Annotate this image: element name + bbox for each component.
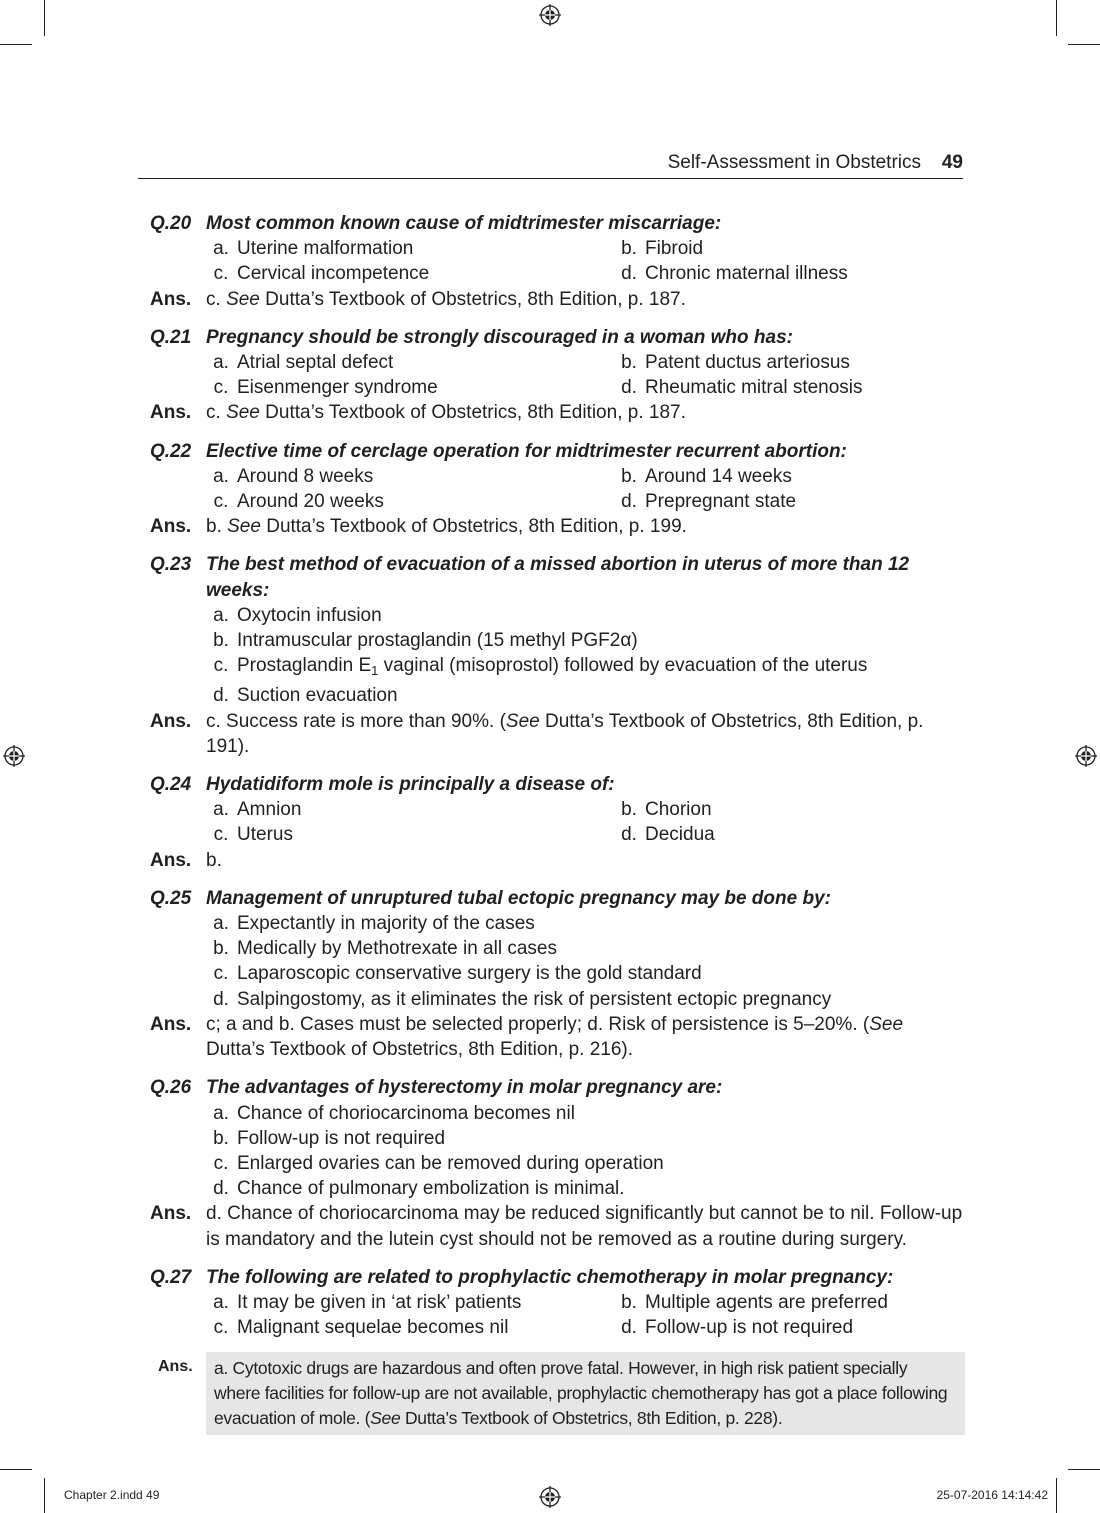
option-item xyxy=(614,822,965,847)
answer-text xyxy=(206,287,965,312)
question-block xyxy=(150,552,965,759)
answer-row xyxy=(150,1201,965,1251)
option-letter: c. xyxy=(213,824,229,846)
question-number: Q.22 xyxy=(150,440,192,462)
crop-mark xyxy=(1056,1478,1057,1513)
answer-text-part: c; a and b. Cases must be selected properly; d. Risk of persistence is 5–20%. ( xyxy=(206,1013,870,1035)
option-letter: c. xyxy=(213,1152,229,1174)
option-letter: a. xyxy=(213,238,229,260)
option-text: Amnion xyxy=(237,799,302,821)
question-row xyxy=(150,886,965,911)
option-letter: d. xyxy=(213,988,229,1010)
option-letter: a. xyxy=(213,913,229,935)
options-list xyxy=(206,911,965,1012)
answer-row xyxy=(150,1352,965,1435)
option-letter: b. xyxy=(213,938,229,960)
answer-label: Ans. xyxy=(150,849,192,871)
running-header xyxy=(138,152,963,179)
option-letter: b. xyxy=(213,630,229,652)
answer-text-part: c. xyxy=(206,402,227,424)
option-letter: d. xyxy=(621,824,637,846)
question-text: Management of unruptured tubal ectopic pregnancy may be done by: xyxy=(206,887,831,909)
answer-text xyxy=(206,514,965,539)
answer-text-part: Dutta’s Textbook of Obstetrics, 8th Edition, p. 199. xyxy=(260,516,687,538)
question-number: Q.27 xyxy=(150,1266,192,1288)
answer-row xyxy=(150,287,965,312)
option-letter: a. xyxy=(213,1102,229,1124)
option-letter: a. xyxy=(213,465,229,487)
question-row xyxy=(150,439,965,464)
question-number: Q.20 xyxy=(150,213,192,234)
see-reference: See xyxy=(227,516,261,538)
option-item xyxy=(206,1315,614,1340)
question-text: The best method of evacuation of a missed abortion in uterus of more than 12 weeks: xyxy=(206,554,910,601)
option-item xyxy=(206,911,965,936)
option-text: Around 8 weeks xyxy=(237,465,374,487)
option-item xyxy=(206,797,614,822)
option-letter: d. xyxy=(621,377,637,399)
option-letter: d. xyxy=(621,491,637,513)
answer-label: Ans. xyxy=(150,710,192,732)
option-item xyxy=(206,375,614,400)
option-text: It may be given in ‘at risk’ patients xyxy=(237,1291,522,1313)
option-item xyxy=(614,375,965,400)
option-text: Fibroid xyxy=(645,238,704,260)
question-row xyxy=(150,1075,965,1100)
answer-text-part: d. Chance of choriocarcinoma may be reduced significantly but cannot be to nil. Follow-up is mandatory and the lutein cyst should not be removed as a routine during surgery. xyxy=(206,1203,963,1250)
option-letter: a. xyxy=(213,799,229,821)
question-row xyxy=(150,325,965,350)
answer-text-part: Dutta’s Textbook of Obstetrics, 8th Edition, p. 187. xyxy=(259,288,686,310)
option-item xyxy=(206,628,965,653)
see-reference: See xyxy=(370,1408,401,1429)
answer-text-part: b. xyxy=(206,516,228,538)
option-text: Salpingostomy, as it eliminates the risk of persistent ectopic pregnancy xyxy=(237,988,832,1010)
question-block xyxy=(150,325,965,426)
question-number: Q.24 xyxy=(150,774,192,796)
option-item xyxy=(614,261,965,286)
answer-text-part: b. xyxy=(206,849,222,871)
answer-text-part: Dutta’s Textbook of Obstetrics, 8th Edition, p. 191). xyxy=(206,710,924,757)
question-row xyxy=(150,1265,965,1290)
answer-text-part: Dutta’s Textbook of Obstetrics, 8th Edition, p. 187. xyxy=(259,402,686,424)
option-item xyxy=(206,261,614,286)
answer-text xyxy=(206,1352,965,1435)
answer-label: Ans. xyxy=(158,1358,193,1376)
answer-text-part: c. xyxy=(206,288,227,310)
question-block xyxy=(150,1075,965,1251)
options-list xyxy=(206,350,965,400)
option-text: Laparoscopic conservative surgery is the gold standard xyxy=(237,963,702,985)
option-letter: d. xyxy=(621,1317,637,1339)
option-item xyxy=(206,603,965,628)
options-list xyxy=(206,236,965,286)
running-title: Self-Assessment in Obstetrics xyxy=(667,152,921,173)
option-item xyxy=(206,1176,965,1201)
option-item xyxy=(206,236,614,261)
registration-mark-icon xyxy=(3,745,25,767)
see-reference: See xyxy=(505,710,540,732)
answer-row xyxy=(150,1012,965,1062)
option-letter: c. xyxy=(213,963,229,985)
answer-row xyxy=(150,709,965,759)
option-item xyxy=(614,1315,965,1340)
option-text: Chronic maternal illness xyxy=(645,263,848,285)
footer-file-info: Chapter 2.indd 49 xyxy=(64,1488,160,1502)
option-text: Malignant sequelae becomes nil xyxy=(237,1317,509,1339)
see-reference: See xyxy=(869,1013,904,1035)
option-item xyxy=(206,1290,614,1315)
option-text xyxy=(237,653,965,683)
question-number: Q.23 xyxy=(150,554,192,576)
option-letter: c. xyxy=(213,491,229,513)
answer-label: Ans. xyxy=(150,288,192,310)
answer-label: Ans. xyxy=(150,516,192,538)
option-text: Chance of choriocarcinoma becomes nil xyxy=(237,1102,575,1124)
question-block xyxy=(150,772,965,873)
option-letter: a. xyxy=(213,352,229,374)
option-item xyxy=(206,822,614,847)
answer-text xyxy=(206,400,965,425)
option-item xyxy=(206,1126,965,1151)
answer-text xyxy=(206,1201,965,1251)
question-row xyxy=(150,772,965,797)
option-text: Uterus xyxy=(237,824,293,846)
option-letter: c. xyxy=(213,377,229,399)
option-item xyxy=(206,653,965,683)
option-text: Rheumatic mitral stenosis xyxy=(645,377,863,399)
option-item xyxy=(614,464,965,489)
options-list xyxy=(206,797,965,847)
options-list xyxy=(206,464,965,514)
option-item xyxy=(206,936,965,961)
question-row xyxy=(150,552,965,602)
see-reference: See xyxy=(226,402,260,424)
page-number: 49 xyxy=(941,152,963,173)
option-letter: b. xyxy=(621,238,637,260)
option-text: Follow-up is not required xyxy=(237,1127,446,1149)
option-letter: d. xyxy=(213,1178,229,1200)
answer-text-part: a. Cytotoxic drugs are hazardous and often prove fatal. However, in high risk patient specially where facilities for follow-up are not available, prophylactic chemotherapy has got a place following evacuation of mole. ( xyxy=(214,1358,948,1429)
option-letter: c. xyxy=(213,1317,229,1339)
answer-text xyxy=(206,709,965,759)
registration-mark-icon xyxy=(1075,745,1097,767)
question-number: Q.26 xyxy=(150,1077,192,1099)
option-item xyxy=(206,961,965,986)
option-item xyxy=(206,464,614,489)
registration-mark-icon xyxy=(539,4,561,26)
option-letter: a. xyxy=(213,604,229,626)
options-list xyxy=(206,1101,965,1202)
crop-mark xyxy=(1068,44,1100,45)
option-text: Medically by Methotrexate in all cases xyxy=(237,938,557,960)
option-subscript: 1 xyxy=(371,663,379,679)
option-text: Uterine malformation xyxy=(237,238,414,260)
option-text: Oxytocin infusion xyxy=(237,604,382,626)
question-block xyxy=(150,1265,965,1436)
answer-label: Ans. xyxy=(150,402,192,424)
question-text: Elective time of cerclage operation for midtrimester recurrent abortion: xyxy=(206,440,847,462)
question-text: Pregnancy should be strongly discouraged in a woman who has: xyxy=(206,326,793,348)
question-text: The following are related to prophylactic chemotherapy in molar pregnancy: xyxy=(206,1266,894,1288)
option-letter: d. xyxy=(213,685,229,707)
option-text: Around 14 weeks xyxy=(645,465,792,487)
answer-text xyxy=(206,1012,965,1062)
question-list xyxy=(150,211,965,1448)
option-text: Expectantly in majority of the cases xyxy=(237,913,535,935)
option-text: Chorion xyxy=(645,799,712,821)
option-item xyxy=(206,1151,965,1176)
answer-row xyxy=(150,514,965,539)
option-item xyxy=(614,236,965,261)
option-text: Eisenmenger syndrome xyxy=(237,377,438,399)
option-letter: b. xyxy=(621,465,637,487)
options-list xyxy=(206,1290,965,1340)
answer-text xyxy=(206,848,965,873)
option-letter: a. xyxy=(213,1291,229,1313)
option-text: Around 20 weeks xyxy=(237,491,384,513)
crop-mark xyxy=(1068,1469,1100,1470)
question-text: Hydatidiform mole is principally a disease of: xyxy=(206,774,615,796)
option-item xyxy=(206,987,965,1012)
option-letter: b. xyxy=(213,1127,229,1149)
see-reference: See xyxy=(226,288,260,310)
option-text: Patent ductus arteriosus xyxy=(645,352,850,374)
option-item xyxy=(614,797,965,822)
option-text: Decidua xyxy=(645,824,715,846)
option-item xyxy=(614,489,965,514)
option-text: Prepregnant state xyxy=(645,491,797,513)
answer-label: Ans. xyxy=(150,1203,192,1225)
answer-row xyxy=(150,400,965,425)
question-number: Q.25 xyxy=(150,887,192,909)
crop-mark xyxy=(1056,0,1057,36)
option-text: Atrial septal defect xyxy=(237,352,394,374)
footer-timestamp: 25-07-2016 14:14:42 xyxy=(936,1488,1048,1502)
crop-mark xyxy=(0,44,32,45)
option-text: Intramuscular prostaglandin (15 methyl PGF2α) xyxy=(237,630,638,652)
question-row xyxy=(150,211,965,236)
option-text: Enlarged ovaries can be removed during operation xyxy=(237,1152,664,1174)
option-item xyxy=(206,1101,965,1126)
option-letter: c. xyxy=(213,655,229,677)
option-text: Chance of pulmonary embolization is minimal. xyxy=(237,1178,625,1200)
options-list xyxy=(206,603,965,709)
option-text: Multiple agents are preferred xyxy=(645,1291,888,1313)
option-text-part: vaginal (misoprostol) followed by evacuation of the uterus xyxy=(378,655,868,677)
option-item xyxy=(614,350,965,375)
question-number: Q.21 xyxy=(150,326,192,348)
question-block xyxy=(150,211,965,312)
question-text: The advantages of hysterectomy in molar pregnancy are: xyxy=(206,1077,723,1099)
question-text: Most common known cause of midtrimester miscarriage: xyxy=(206,213,722,234)
option-letter: b. xyxy=(621,352,637,374)
option-text-part: Prostaglandin E xyxy=(237,655,372,677)
crop-mark xyxy=(0,1469,32,1470)
option-letter: c. xyxy=(213,263,229,285)
question-block xyxy=(150,439,965,540)
answer-text-part: Dutta’s Textbook of Obstetrics, 8th Edition, p. 228). xyxy=(400,1408,783,1429)
answer-text-part: Dutta’s Textbook of Obstetrics, 8th Edition, p. 216). xyxy=(206,1039,634,1061)
option-item xyxy=(614,1290,965,1315)
option-item xyxy=(206,489,614,514)
crop-mark xyxy=(44,1478,45,1513)
crop-mark xyxy=(44,0,45,36)
option-text: Cervical incompetence xyxy=(237,263,430,285)
option-text: Follow-up is not required xyxy=(645,1317,854,1339)
option-letter: b. xyxy=(621,1291,637,1313)
answer-row xyxy=(150,848,965,873)
answer-text-part: c. Success rate is more than 90%. ( xyxy=(206,710,506,732)
option-letter: b. xyxy=(621,799,637,821)
option-text: Suction evacuation xyxy=(237,685,398,707)
option-item xyxy=(206,350,614,375)
option-letter: d. xyxy=(621,263,637,285)
registration-mark-icon xyxy=(539,1486,561,1508)
option-item xyxy=(206,683,965,708)
question-block xyxy=(150,886,965,1062)
answer-label: Ans. xyxy=(150,1013,192,1035)
